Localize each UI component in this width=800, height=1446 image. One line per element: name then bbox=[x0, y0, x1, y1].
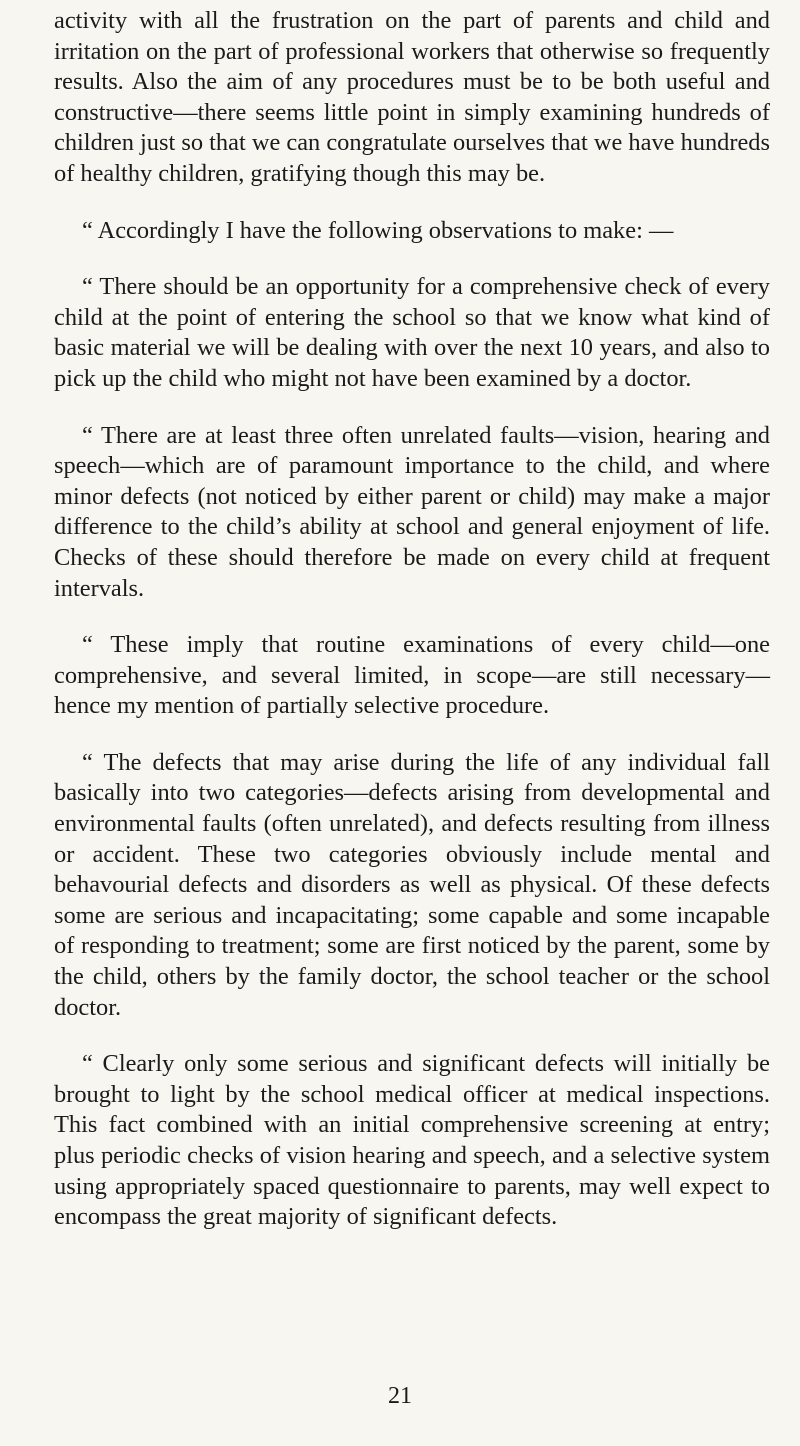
paragraph-4: “ There are at least three often unrelated faults—vision, hearing and speech—which are of paramount importance to the child, and where minor defects (not noticed by either parent or child) may make a major difference to the child’s ability at school and general enjoyment of life. Checks of these should therefore be made on every child at frequent intervals. bbox=[54, 421, 770, 602]
paragraph-6: “ The defects that may arise during the life of any individual fall basically into two categories—defects arising from developmental and environmental faults (often unrelated), and defects resulting from illness or accident. These two categories obviously include mental and behavourial defects and disorders as well as physical. Of these defects some are serious and incapacitating; some capable and some incapable of responding to treatment; some are first noticed by the parent, some by the child, others by the family doctor, the school teacher or the school doctor. bbox=[54, 748, 770, 1021]
paragraph-5: “ These imply that routine examinations of every child—one comprehensive, and several limited, in scope—are still necessary—hence my mention of partially selective procedure. bbox=[54, 631, 770, 720]
paragraph-3: “ There should be an opportunity for a comprehensive check of every child at the point of entering the school so that we know what kind of basic material we will be dealing with over the next 10 years, and also to pick up the child who might not have been examined by a doctor. bbox=[54, 273, 770, 392]
body-text bbox=[54, 6, 770, 1259]
page-number: 21 bbox=[388, 1383, 412, 1409]
paragraph-2: “ Accordingly I have the following observations to make: — bbox=[82, 216, 674, 244]
paragraph-1: activity with all the frustration on the part of parents and child and irritation on the part of professional workers that otherwise so frequently results. Also the aim of any procedures must be to be both useful and constructive—there seems little point in simply examining hundreds of children just so that we can congratulate ourselves that we have hundreds of healthy children, gratifying though this may be. bbox=[54, 7, 770, 187]
paragraph-7: “ Clearly only some serious and significant defects will initially be brought to light by the school medical officer at medical inspections. This fact combined with an initial comprehensive screening at entry; plus periodic checks of vision hearing and speech, and a selective system using appropriately spaced questionnaire to parents, may well expect to encompass the great majority of significant defects. bbox=[54, 1050, 770, 1231]
